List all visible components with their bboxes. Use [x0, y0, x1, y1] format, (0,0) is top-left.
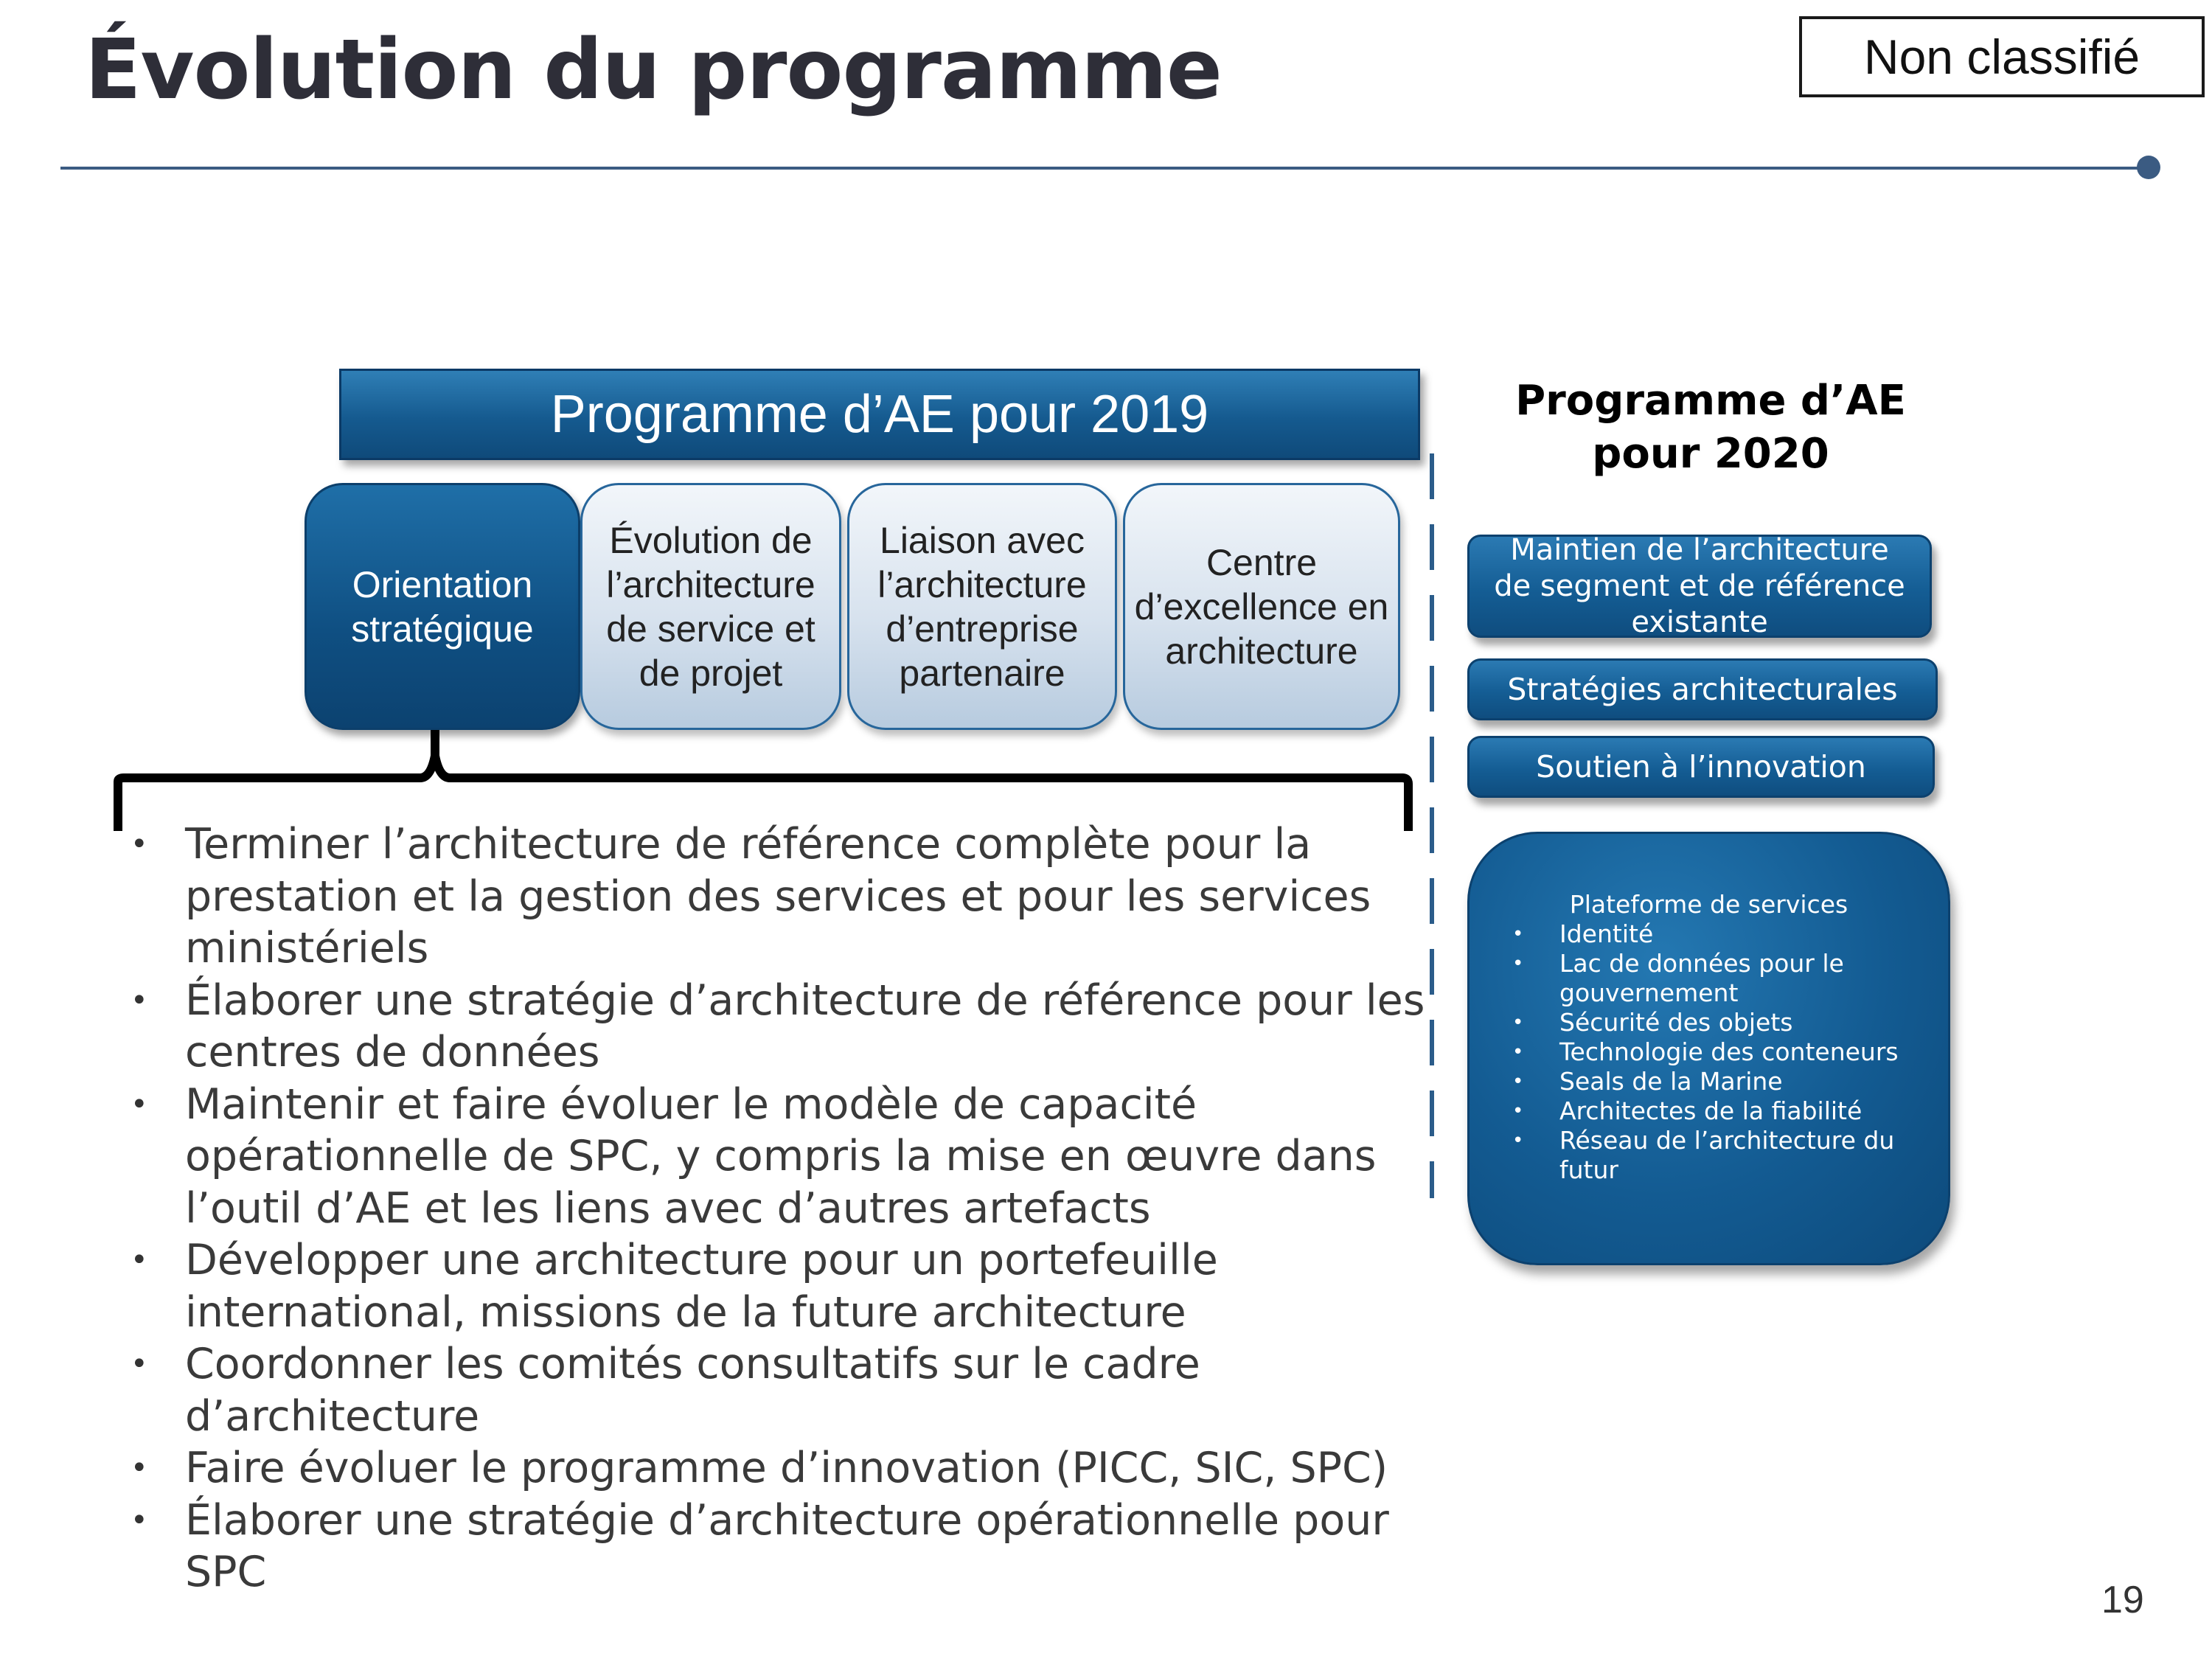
list-item-text: Technologie des conteneurs: [1559, 1037, 1899, 1066]
list-item: [122, 1442, 1441, 1495]
program-2020-item-maintenance: Maintien de l’architecture de segment et de référence existante: [1467, 535, 1932, 638]
list-item: [122, 975, 1441, 1079]
program-2020-item-innovation: Soutien à l’innovation: [1467, 736, 1935, 798]
list-item-text: Réseau de l’architecture du futur: [1559, 1126, 1895, 1184]
list-item-text: Élaborer une stratégie d’architecture de référence pour les centres de données: [185, 975, 1425, 1077]
bullet-icon: •: [1512, 953, 1524, 975]
list-item: [1512, 1037, 1925, 1067]
bullet-icon: •: [1512, 1100, 1524, 1122]
bullet-icon: •: [131, 1087, 148, 1121]
slide-title: Évolution du programme: [85, 22, 1222, 118]
pillar-partner-enterprise-architecture: Liaison avec l’architecture d’entreprise partenaire: [847, 483, 1117, 730]
list-item-text: Faire évoluer le programme d’innovation (PICC, SIC, SPC): [185, 1444, 1388, 1492]
title-divider: [60, 167, 2153, 170]
service-platform-title: Plateforme de services: [1569, 890, 1848, 919]
service-platform-list: [1512, 919, 1925, 1185]
list-item-text: Sécurité des objets: [1559, 1008, 1793, 1037]
list-item: [1512, 919, 1925, 949]
bullet-icon: •: [131, 1347, 148, 1381]
list-item: [122, 818, 1441, 975]
program-2020-title: Programme d’AE pour 2020: [1515, 377, 1906, 478]
list-item: [1512, 1067, 1925, 1096]
bullet-icon: •: [1512, 923, 1524, 945]
bullet-icon: •: [131, 827, 148, 861]
list-item-text: Développer une architecture pour un portefeuille international, missions de la future architecture: [185, 1236, 1218, 1337]
bullet-icon: •: [1512, 1041, 1524, 1063]
pillar-architecture-excellence-centre: Centre d’excellence en architecture: [1123, 483, 1400, 730]
list-item-text: Identité: [1559, 919, 1654, 948]
bullet-icon: •: [131, 1503, 148, 1537]
list-item-text: Terminer l’architecture de référence complète pour la prestation et la gestion des services et pour les services ministériels: [185, 820, 1371, 973]
list-item: [122, 1234, 1441, 1338]
bullet-icon: •: [1512, 1012, 1524, 1034]
list-item-text: Architectes de la fiabilité: [1559, 1096, 1863, 1125]
list-item-text: Lac de données pour le gouvernement: [1559, 949, 1844, 1007]
classification-label: Non classifié: [1799, 16, 2205, 97]
list-item: [122, 1495, 1441, 1599]
bullet-icon: •: [1512, 1130, 1524, 1152]
list-item: [1512, 1096, 1925, 1126]
list-item-text: Coordonner les comités consultatifs sur le cadre d’architecture: [185, 1340, 1200, 1441]
list-item-text: Maintenir et faire évoluer le modèle de capacité opérationnelle de SPC, y compris la mise en œuvre dans l’outil d’AE et les liens avec d’autres artefacts: [185, 1079, 1377, 1233]
list-item: [122, 1338, 1441, 1442]
service-platform-box: [1467, 832, 1950, 1265]
pillar-service-architecture: Évolution de l’architecture de service et de projet: [580, 483, 841, 730]
bullet-icon: •: [1512, 1071, 1524, 1093]
page-number: 19: [2101, 1579, 2144, 1621]
list-item-text: Élaborer une stratégie d’architecture opérationnelle pour SPC: [185, 1495, 1389, 1596]
list-item-text: Seals de la Marine: [1559, 1067, 1783, 1096]
list-item: [1512, 949, 1925, 1008]
list-item: [122, 1079, 1441, 1235]
program-2019-header: Programme d’AE pour 2019: [339, 369, 1420, 460]
list-item: [1512, 1126, 1925, 1185]
bullet-icon: •: [131, 983, 148, 1018]
pillar-strategic-orientation: Orientation stratégique: [305, 483, 580, 730]
program-2019-bullet-list: [122, 818, 1441, 1599]
bullet-icon: •: [131, 1243, 148, 1277]
program-2020-item-strategies: Stratégies architecturales: [1467, 658, 1938, 720]
bullet-icon: •: [131, 1451, 148, 1485]
list-item: [1512, 1008, 1925, 1037]
divider-end-dot: [2137, 156, 2160, 179]
